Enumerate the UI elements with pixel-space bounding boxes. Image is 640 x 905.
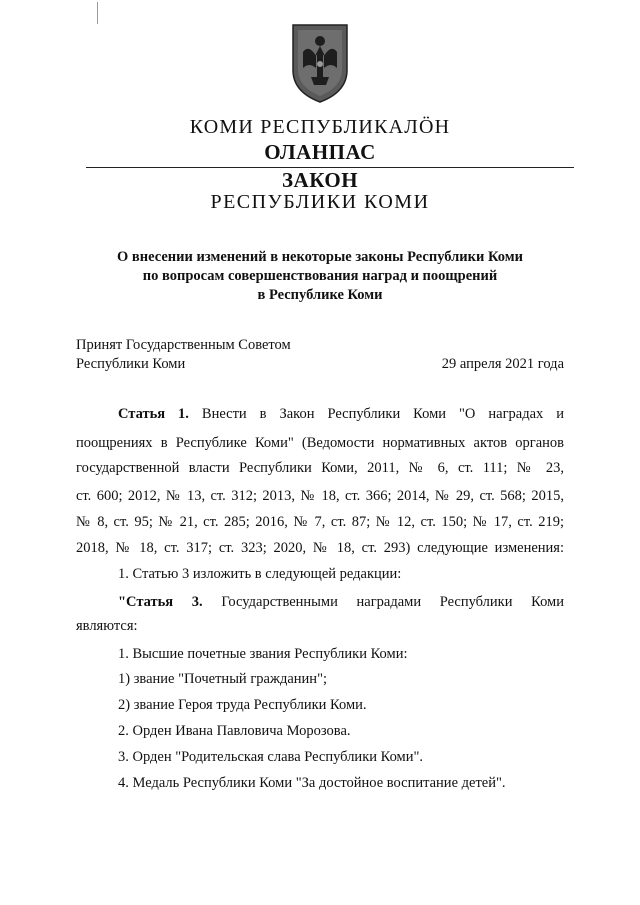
article-1-label: Статья 1. [118, 406, 189, 422]
list-item: 4. Медаль Республики Коми "За достойное воспитание детей". [118, 775, 506, 791]
law-title-line-1: О внесении изменений в некоторые законы Республики Коми [117, 249, 523, 265]
article-1-line-2: поощрениях в Республике Коми" (Ведомости нормативных актов органов [76, 435, 564, 451]
law-title-line-3: в Республике Коми [257, 287, 383, 303]
list-item: 3. Орден "Родительская слава Республики Коми". [118, 749, 424, 765]
article-3-label: "Статья 3. [118, 594, 203, 610]
scan-mark [97, 2, 98, 24]
list-item: 1) звание "Почетный гражданин"; [118, 671, 328, 687]
adopted-by-line-2: Республики Коми [76, 356, 186, 372]
article-1-line-3: государственной власти Республики Коми, 2011, № 6, ст. 111; № 23, [76, 460, 564, 476]
article-1-text: Внести в Закон Республики Коми "О наградах и [201, 406, 564, 422]
list-item: 2. Орден Ивана Павловича Морозова. [118, 723, 351, 739]
article-1-line-1 [118, 405, 564, 423]
header-republic-komi: КОМИ РЕСПУБЛИКАЛӦН [189, 116, 451, 138]
komi-coat-of-arms-icon [289, 22, 351, 104]
article-1-line-5: № 8, ст. 95; № 21, ст. 285; 2016, № 7, ст. 87; № 12, ст. 150; № 17, ст. 219; [76, 514, 564, 530]
list-item: 1. Высшие почетные звания Республики Коми: [118, 646, 408, 662]
article-3-line-2: являются: [76, 618, 138, 634]
header-olanpas: ОЛАНПАС [264, 140, 376, 164]
law-title-line-2: по вопросам совершенствования наград и поощрений [142, 268, 498, 284]
list-item: 2) звание Героя труда Республики Коми. [118, 697, 367, 713]
adoption-date: 29 апреля 2021 года [441, 356, 564, 372]
article-1-line-4: ст. 600; 2012, № 13, ст. 312; 2013, № 18, ст. 366; 2014, № 29, ст. 568; 2015, [76, 488, 564, 504]
header-republic-ru: РЕСПУБЛИКИ КОМИ [210, 191, 430, 213]
adopted-by-line-1: Принят Государственным Советом [76, 337, 291, 353]
header-zakon: ЗАКОН [281, 168, 359, 192]
article-3-text: Государственными наградами Республики Коми [221, 594, 564, 610]
amendment-item-1: 1. Статью 3 изложить в следующей редакции: [118, 566, 402, 582]
article-1-line-6: 2018, № 18, ст. 317; ст. 323; 2020, № 18, ст. 293) следующие изменения: [76, 540, 564, 556]
article-3-line-1 [118, 593, 564, 611]
